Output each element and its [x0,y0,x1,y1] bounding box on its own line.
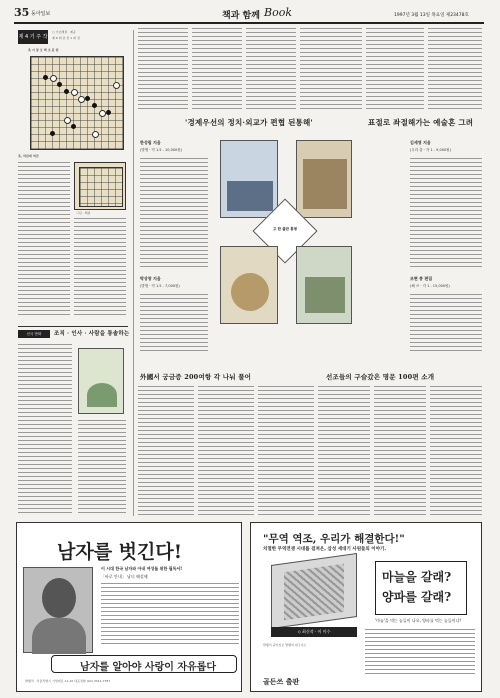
book-cover-economy [220,140,278,218]
book-mockup [271,553,357,629]
ad-right-footer: 발행처 중앙일보 발행처 대구지소 [263,643,307,647]
divider [18,326,128,327]
lower-text-col3 [258,386,314,516]
book-cover-graphic [231,273,269,311]
author-photo-body [32,618,86,654]
baduk-body-col1 [18,162,70,318]
book-block-1 [140,132,210,272]
black-stone [50,131,55,136]
book-mockup-pattern [284,564,344,620]
lower-text-col2 [198,386,254,516]
headline-plagiarism: 표절로 좌절해가는 예술혼 그려 [368,118,474,127]
book2-body [140,294,208,354]
ad-left-list [101,583,239,647]
ad-right-body [365,629,475,675]
baduk-body-col2 [74,218,126,318]
white-stone [50,75,57,82]
black-stone [71,124,76,129]
ad-left-banner-text: 남자를 알아야 사랑이 자유롭다 [79,662,217,673]
center-text-col3 [246,28,296,110]
black-stone [92,103,97,108]
book-cover-graphic [305,277,345,313]
book2-pub: (발행 · 약 1.5 - 7,000원) [140,284,180,288]
article-tag: 신국 만화 [18,330,50,338]
issue-date: 1997년 3월 13일 목요일 제23478호 [394,13,469,18]
book3-title: 김세영 지음 [410,140,431,145]
book3-body [410,158,482,268]
book4-body [410,294,482,354]
book-block-3 [366,132,482,272]
baduk-info-line2: 제 6 회 본 선 1 회 전 [52,36,80,40]
baduk-label: 제 4 기 주 작 [18,30,48,44]
column-separator [133,30,134,516]
center-text-col6 [428,28,482,110]
lower-text-col1 [138,386,194,516]
baduk-column [18,30,128,320]
center-text-col1 [138,28,188,110]
page-number: 35 [14,6,30,19]
book-cover-graphic [227,181,273,211]
headline-qa: 外國서 궁금증 200여항 각 나눠 풀어 [140,373,252,381]
white-stone [78,96,85,103]
figure-caption: 그림 · 해설 [76,211,91,215]
book-block-4 [366,276,482,386]
go-board [30,56,124,150]
book-cover-graphic [303,159,347,209]
left-article-body-col2 [78,420,126,514]
ad-left [16,522,242,692]
center-logo-text: 고 한 출판 통평 [273,227,297,231]
lower-text-col5 [374,386,426,516]
board-caption: 흑 이 창 호 백 조 훈 현 [28,48,59,52]
black-stone [64,89,69,94]
book1-pub: (발행 · 약 1.5 - 10,000원) [140,148,183,152]
headline-economy: '경제우선의 정치·외교가 편협 된통해' [185,118,313,127]
newspaper-name: 동아일보 [31,11,51,17]
book-cover-illustration [87,383,117,407]
book-cover-classics [296,246,352,324]
white-stone [71,89,78,96]
author-photo [23,567,93,653]
headline-classics: 선조들의 구슬갔은 명문 100편 소개 [326,373,435,381]
ad-left-headline: 남자를 벗긴다! [57,541,183,563]
book-cover-art [296,140,352,218]
center-text-col5 [366,28,424,110]
book-cover-image [78,348,124,414]
ad-right-headline: "무역 역조, 우리가 해결한다!" [263,533,405,545]
book-cluster [212,126,362,326]
ad-right-subhead: 치열한 무역전쟁 시대를 걸쳐온, 삼성 세대기 사원들의 이야기. [263,547,387,552]
book-cover-qa [220,246,278,324]
left-article-body-col1 [18,344,72,514]
ad-left-publisher: 발행처 · 서울특별시 기업대로 11-10 대표전화 (02) 3411-7787 [25,679,111,683]
ad-right-slogan-2: 양파를 갈래? [382,590,452,604]
baduk-figure [74,162,126,210]
ad-right-book-label: ◇ 최신작 · 이 이수 [271,627,357,637]
go-board-figure [79,167,123,207]
baduk-info-line1: ○ 기보해설 · 제공 [52,30,76,34]
section-title-en: Book [264,6,292,19]
white-stone [99,110,106,117]
book1-body [140,158,208,268]
section-title: 책과 함께 [222,11,260,21]
ad-left-book-tag: 「바로 안내」 남녀 해설에 [101,574,148,579]
ad-left-banner [51,655,237,673]
baduk-subtitle: 흑, 막판에 역전 [18,154,39,158]
book2-title: 박상창 지음 [140,276,161,281]
lower-text-col4 [318,386,370,516]
white-stone [64,117,71,124]
ad-right-slogan-1: 마늘을 갈래? [382,570,452,584]
ad-left-tagline: 이 시대 한국 남자와 아내 여성들 위한 필독서! [101,566,183,571]
white-stone [92,131,99,138]
book1-title: 한성림 지음 [140,140,161,145]
black-stone [57,82,62,87]
left-article [18,326,128,516]
page-header [14,8,484,24]
book3-pub: (우리 출 · 각 1 - 9,000원) [410,148,451,152]
ad-right-publisher: 골든쓰 출판 [263,678,300,686]
ad-right [250,522,482,692]
black-stone [106,110,111,115]
book-block-2 [140,276,210,386]
center-text-col2 [192,28,242,110]
lower-text-col6 [430,386,482,516]
author-photo-face [42,578,76,618]
book4-pub: (해 쓰 · 각 1 - 15,000원) [410,284,450,288]
left-article-headline: 조직 · 인사 · 사람을 통솔하는 [54,331,130,337]
white-stone [113,82,120,89]
ad-right-slogan-box [375,561,467,615]
ad-right-quote: '마늘'을 먹는 놈들이 나오, 양파를 먹는 놈들이냐! [375,618,462,623]
black-stone [85,96,90,101]
book4-title: 조현 종 편집 [410,276,433,281]
center-text-col4 [300,28,362,110]
black-stone [43,75,48,80]
